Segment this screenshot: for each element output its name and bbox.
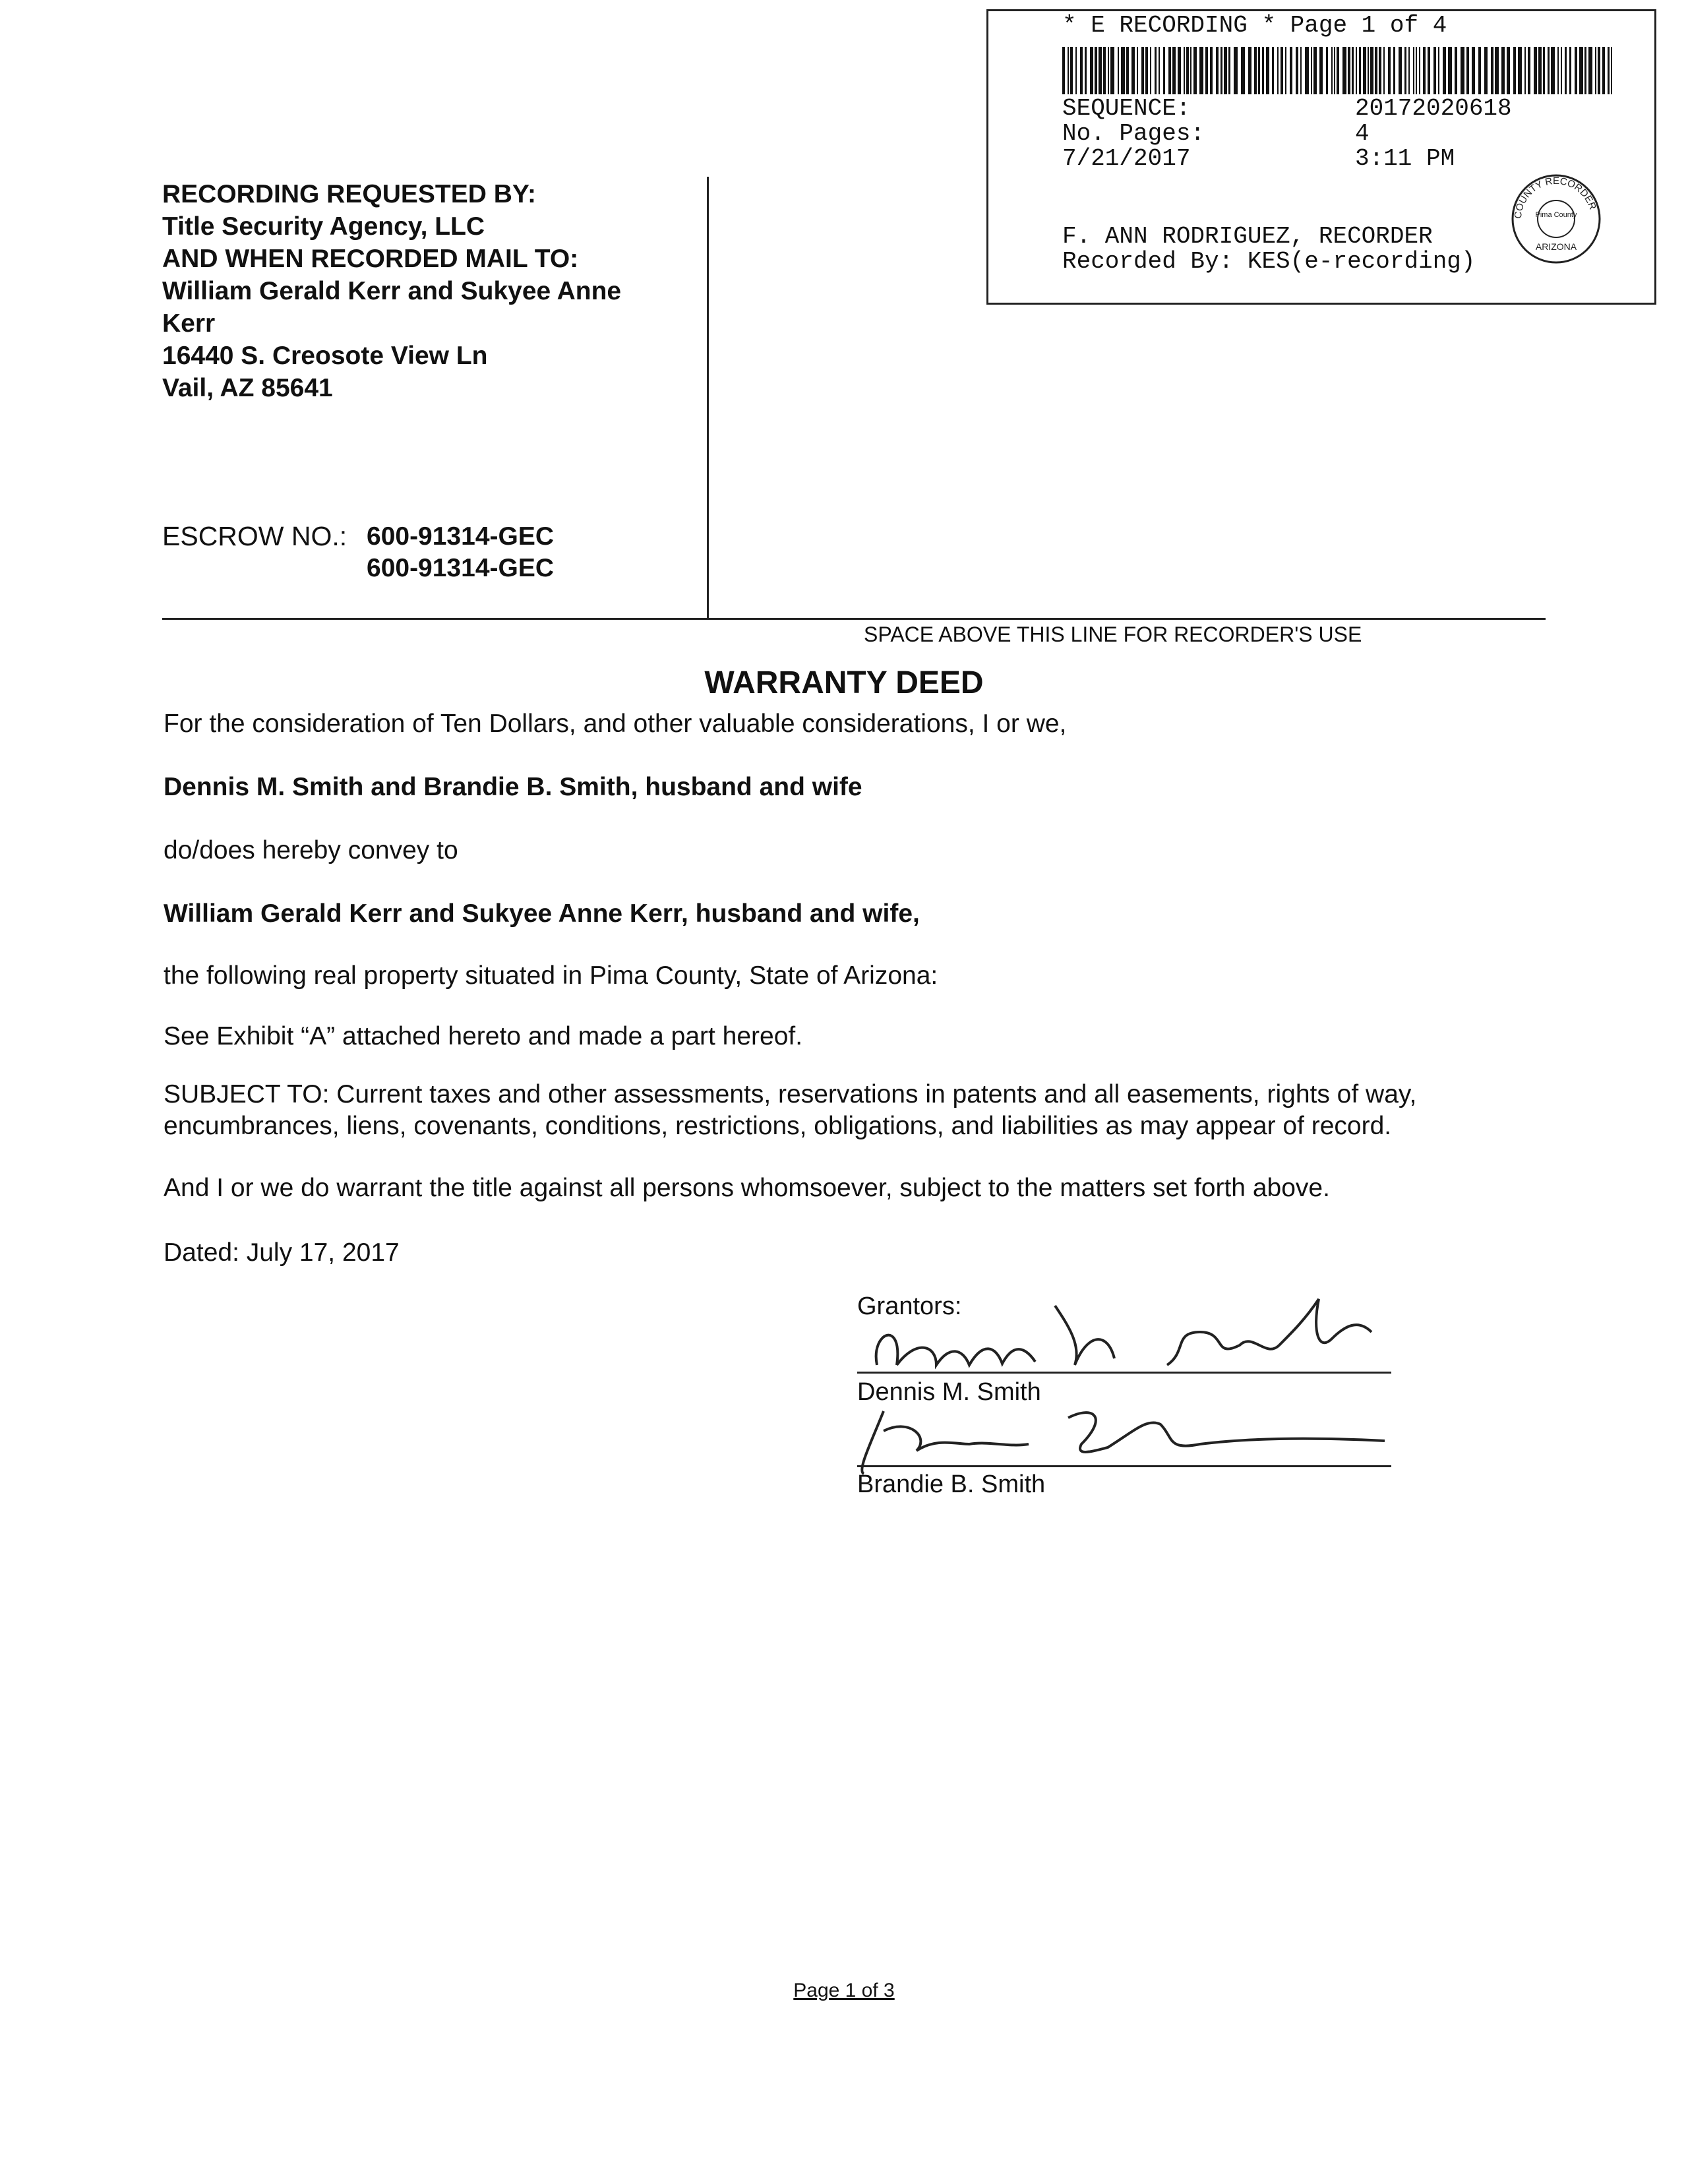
record-time: 3:11 PM bbox=[1355, 145, 1455, 172]
property-text: the following real property situated in Pima County, State of Arizona: bbox=[164, 961, 938, 990]
escrow-number-1: 600-91314-GEC bbox=[367, 522, 555, 551]
sequence-value: 20172020618 bbox=[1355, 95, 1512, 122]
mail-to-name-line1: William Gerald Kerr and Sukyee Anne bbox=[162, 277, 622, 305]
signature-brandie bbox=[857, 1391, 1398, 1477]
grantors-label: Grantors: bbox=[857, 1292, 962, 1320]
record-date: 7/21/2017 bbox=[1062, 145, 1191, 172]
pages-label: No. Pages: bbox=[1062, 120, 1205, 147]
escrow-number-2: 600-91314-GEC bbox=[367, 554, 555, 582]
mail-to-label: AND WHEN RECORDED MAIL TO: bbox=[162, 245, 579, 273]
dated-text: Dated: July 17, 2017 bbox=[164, 1238, 400, 1267]
page-footer: Page 1 of 3 bbox=[793, 1980, 895, 2001]
space-above-note: SPACE ABOVE THIS LINE FOR RECORDER'S USE bbox=[864, 622, 1362, 646]
escrow-label: ESCROW NO.: bbox=[162, 521, 347, 551]
document-title: WARRANTY DEED bbox=[704, 665, 984, 700]
recorder-use-line bbox=[162, 618, 1546, 620]
pages-value: 4 bbox=[1355, 120, 1370, 147]
signature-line-2 bbox=[857, 1465, 1391, 1467]
recorder-name: F. ANN RODRIGUEZ, RECORDER bbox=[1062, 223, 1433, 250]
vertical-divider bbox=[707, 177, 709, 620]
recorded-by: Recorded By: KES(e-recording) bbox=[1062, 248, 1476, 275]
grantees-text: William Gerald Kerr and Sukyee Anne Kerr, husband and wife, bbox=[164, 899, 920, 928]
svg-text:COUNTY RECORDER: COUNTY RECORDER bbox=[1512, 175, 1598, 220]
warrant-text: And I or we do warrant the title against all persons whomsoever, subject to the matters set forth above. bbox=[164, 1174, 1330, 1202]
signature-dennis bbox=[857, 1292, 1398, 1378]
signer-1-name: Dennis M. Smith bbox=[857, 1378, 1041, 1406]
signer-2-name: Brandie B. Smith bbox=[857, 1471, 1046, 1498]
recording-requested-label: RECORDING REQUESTED BY: bbox=[162, 180, 536, 208]
signature-area bbox=[857, 1286, 1398, 1536]
convey-text: do/does hereby convey to bbox=[164, 836, 458, 864]
county-seal bbox=[1507, 169, 1606, 268]
mail-to-address1: 16440 S. Creosote View Ln bbox=[162, 342, 488, 370]
sequence-label: SEQUENCE: bbox=[1062, 95, 1191, 122]
recording-requested-block bbox=[162, 178, 690, 404]
subject-to-text: SUBJECT TO: Current taxes and other assessments, reservations in patents and all easements, rights of way, encumbrances, liens, covenants, conditions, restrictions, obligations, and liabilities as may appear of record. bbox=[164, 1080, 1417, 1140]
svg-text:ARIZONA: ARIZONA bbox=[1535, 241, 1577, 252]
title-agency: Title Security Agency, LLC bbox=[162, 212, 485, 241]
consideration-text: For the consideration of Ten Dollars, and other valuable considerations, I or we, bbox=[164, 710, 1067, 738]
barcode bbox=[1062, 47, 1616, 94]
escrow-numbers bbox=[367, 521, 554, 584]
svg-text:Pima County: Pima County bbox=[1535, 211, 1577, 219]
mail-to-name-line2: Kerr bbox=[162, 309, 216, 338]
grantors-text: Dennis M. Smith and Brandie B. Smith, husband and wife bbox=[164, 773, 862, 801]
recorder-stamp-box bbox=[986, 9, 1656, 305]
recorder-header: * E RECORDING * Page 1 of 4 bbox=[1062, 12, 1447, 39]
signature-line-1 bbox=[857, 1372, 1391, 1374]
mail-to-address2: Vail, AZ 85641 bbox=[162, 374, 333, 402]
exhibit-text: See Exhibit “A” attached hereto and made a part hereof. bbox=[164, 1022, 803, 1050]
